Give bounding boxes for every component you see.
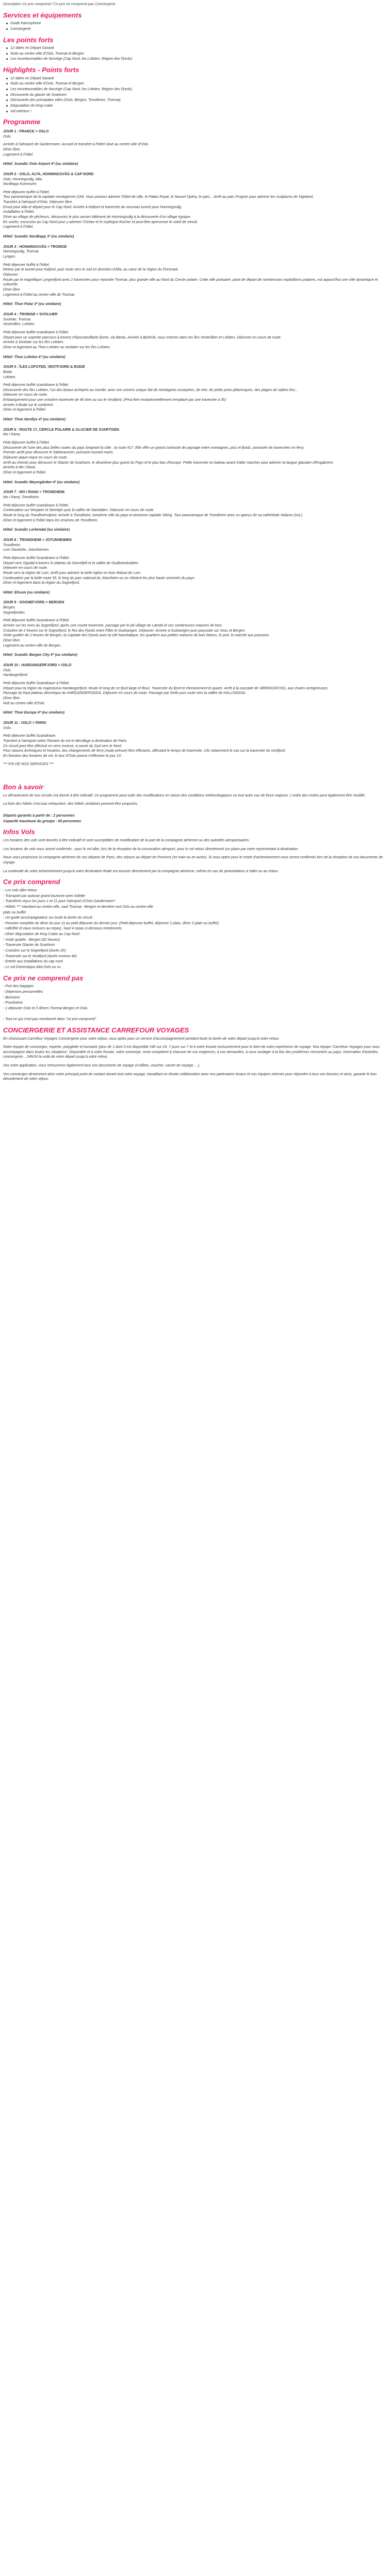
day-location: Lyngen. [3, 255, 16, 259]
day-location: Svolvær, Tromsø. [3, 317, 31, 321]
concierge-heading: CONCIERGERIE ET ASSISTANCE CARREFOUR VOYAGES [3, 1026, 189, 1034]
day-text: Dîner et logement à l'hôtel. [3, 471, 46, 474]
day-text: Logement à l'hôtel. [3, 152, 34, 157]
day-title: JOUR 5 : ÎLES LOFOTEN, VESTFJORD & BODØ [3, 365, 85, 369]
day-text: Déjeuner en cours de route. [3, 393, 48, 397]
day-location: Trondheim. [3, 543, 21, 547]
list-item: Conciergerie [10, 27, 388, 32]
spacer [3, 350, 388, 353]
block-line: - Transferts reçus les jours 1 et 11 pour l'aéroport d'Oslo Gardermoen* [3, 900, 116, 904]
day-block [3, 245, 388, 307]
day-text: Transfert à l'aéroport d'Oslo. Déjeuner libre. [3, 200, 73, 205]
capacite-max: Capacité maximum du groupe : 45 personnes [3, 819, 82, 823]
day-text: Départ pour un superbe parcours à travers d'époustouflants fjords, via Bardu, Arrivée à Bjerkvik, nous entrons dans les îles Vesterålen et Lofoten. Déjeuner en cours de route. [3, 335, 282, 340]
block-line: En choisissant Carrefour Voyages Conciergerie pour votre séjour, vous optez pour un service d'accompagnement pendant toute la durée de votre départ jusqu'à votre retour. [3, 1037, 280, 1041]
day-text: Logement au centre-ville de Bergen. [3, 643, 61, 648]
block-line: - Pourboires [3, 1001, 23, 1005]
vol-heading: Infos Vols [3, 828, 35, 836]
day-text: Petit déjeuner buffet scandinave à l'hôtel. [3, 330, 69, 334]
day-text: Déjeuner en cours de route. [3, 566, 48, 570]
day-text: Embarquement pour une croisière traversée de 4h bien au sur le Vestfjord. (Peut être exceptionnellement remplacé par une traversée à 3h) [3, 398, 226, 402]
block-line: - Traversée Glacier de Svartisen [3, 943, 55, 947]
day-text: Petit déjeuner buffet Scandinave à l'hôtel. [3, 556, 70, 560]
spacer [3, 648, 388, 651]
block-line: - Dépenses personnelles [3, 990, 43, 994]
day-location: Nordkapp Kommune. [3, 182, 38, 187]
day-location: Oslo. [3, 726, 12, 730]
forts-heading: Les points forts [3, 36, 54, 44]
list-item: Les incontournables de Norvège (Cap Nord, les Lofoten, Région des Fjords) [10, 57, 388, 62]
block-line: Les horaires de vols vous seront confirmés : pour le vol aller, lors de la réception de la convocation aéroport, pour le vol retour directement sur place par votre représentant à destination. [3, 847, 299, 851]
day-location: Oslo. [3, 134, 12, 139]
day-text: Route vers la région de Lom. Arrêt pour admirer la belle église en bois debout de Lom. [3, 571, 141, 575]
day-title: JOUR 2 : OSLO, ALTA, HONNINGSVÅG & CAP NORD [3, 172, 94, 176]
day-text: En soirée, excursion au Cap Nord pour y admirer l'Océan et le mythique Rocher et peut-être apercevoir le soleil de minuit. [3, 220, 198, 224]
block-line: - Traversée sur le Vestfjord (durée environ 4h) [3, 954, 77, 958]
day-location: Vesterålen, Lofoten. [3, 323, 36, 327]
spacer [3, 413, 388, 416]
spacer [3, 230, 388, 233]
block-line: - Port des bagages [3, 985, 34, 989]
day-block [3, 312, 388, 360]
day-title: JOUR 3 : HONNINGSVÅG > TROMSØ [3, 245, 67, 249]
day-location: Mo I Rana. [3, 433, 21, 437]
block-line: - Le vol Domestique Alta-Oslo ou vv. [3, 965, 61, 970]
list-item: Découverte du glacier de Svartisen [10, 93, 388, 98]
day-text: Passage du haut plateau désertique du HARDANGERVIDDA. Déjeuner en cours de route. Passage par Geilo puis route vers la vallée de HALLINGDAL. [3, 691, 247, 696]
day-text: Dîner et logement dans la région du Sognefjord. [3, 581, 80, 585]
day-text: Départ vers Oppdal à travers le plateau du Dovrefjell et la vallée de Gudbrandsdalen. [3, 561, 139, 565]
block-line: Vos concierges deviennent alors votre principal point de contact durant tout votre voyage, travaillant en étroite collaboration avec nos partenaires locaux et nos équipes internes pour répondre à tous vos besoins et ainsi, garantir le bon déroulement de votre séjour. [3, 1072, 377, 1081]
day-text: Envol pour Alta et départ pour le Cap Nord. Arrivée à Kafjord et traversée du nouveau tunnel pour Honningsvåg. [3, 205, 182, 209]
highlights-heading: Highlights - Points forts [3, 66, 79, 74]
day-location: Mo I Rana, Trondheim. [3, 495, 40, 499]
block-line: Les horaires des vols vont donnés à titre indicatif et sont susceptibles de modification de la part de la compagnie aérienne ou des autorités aéroportuaires. [3, 839, 250, 842]
day-location: Lom Stavkirke, Jotunheimen. [3, 548, 50, 552]
day-location: Sognefjorden. [3, 611, 26, 615]
day-text: Pour raisons techniques et horaires, des changements de ferry (route prévue) être effectués, affectant le temps de traversée, s'ils notamment le cas sur la traversée du vestfjord. [3, 749, 286, 753]
day-text: Découverte de l'une des plus belles routes du pays longeant la côte : la route #17. Elle offre un grand contraste de paysage entre montagnes, pics et fjords, ponctuée de traversées en ferry. [3, 446, 305, 450]
bon-heading: Bon à savoir [3, 783, 44, 791]
day-text: Arrivée sur les rives du Sognefjord, après une courte traversée, passage par le joli village de Lærdal et ses nombreuses maisons de bois. [3, 624, 223, 628]
prix-block [3, 888, 388, 970]
day-text: Route le long du Trondheimsfjord. Arrivée à Trondheim, troisième ville du pays et ancienne capitale Viking. Tour panoramique de Trondheim avec un aperçu de sa cathédrale Nidaros (ext.). [3, 513, 303, 517]
day-title: JOUR 8 : TRONDHEIM > JOTUNHEIMEN [3, 538, 72, 542]
block-line: - café/thé et eaux incluses au repas). Sauf 4 repas ci-dessous mentionnés [3, 927, 122, 931]
day-text: Visite guidée de 2 heures de Bergen, la Capitale des Fjords avec la cité hanséatique, les quartiers aux petites maisons de bois blancs, le port, le marché aux poissons. [3, 634, 270, 638]
block-line: - Transport par autocar grand tourisme avec toilette [3, 894, 86, 898]
spacer [3, 706, 388, 709]
day-hotel: Hôtel: Scandic Bergen City 4* (ou similaire) [3, 653, 77, 657]
day-text: Petit déjeuner buffet à l'hôtel. [3, 263, 50, 267]
spacer [3, 586, 388, 589]
day-text: *** FIN DE NOS SERVICES *** [3, 762, 54, 766]
day-hotel: Hôtel: Scandic Lerkendal (ou similaire) [3, 528, 70, 532]
day-text: Dîner au village de pêcheurs, découvrez le plus ancien bâtiment de Honningsvåg à la découverte d'un village typique. [3, 215, 191, 219]
prixnon-block [3, 984, 388, 1022]
block-line: plats ou buffet [3, 910, 26, 914]
day-title: JOUR 6 : ROUTE 17, CERCLE POLAIRE & GLACIER DE SVARTISEN [3, 428, 120, 432]
depart-garanti: Départs garantis à partir de : 2 personnes [3, 814, 75, 818]
bon-para: Le déroulement de nos circuits est donné à titre indicatif. Ce programme peut subir des modifications en raison des conditions météorologiques ou tout autre cas de force majeure. L'ordre des visites peut également être modifié. [3, 793, 366, 798]
day-text: Premier arrêt pour découvrir le Saltstraumen, puissant courant marin. [3, 451, 114, 455]
list-item: 12 dates en Départ Garanti [10, 76, 388, 81]
day-hotel: Hôtel: Elisum (ou similaire) [3, 590, 50, 595]
forts-list [3, 46, 388, 62]
day-text: Petit déjeuner buffet scandinave à l'hôtel. [3, 503, 69, 507]
day-text: Dîner libre. [3, 639, 21, 643]
day-title: JOUR 1 : FRANCE > OSLO [3, 129, 49, 133]
day-block [3, 663, 388, 716]
block-line: - Les vols aller-retour [3, 888, 37, 892]
programme [3, 129, 388, 767]
block-line: - Dîner dégustation de King Crabe au Cap Nord [3, 933, 79, 937]
day-block [3, 172, 388, 240]
concierge-block [3, 1037, 388, 1082]
list-item: 12 dates en Départ Garanti [10, 46, 388, 51]
list-item: Découverte des principales villes (Oslo, Bergen, Trondheim, Tromsø) [10, 98, 388, 103]
day-text: Dîner libre. [3, 147, 21, 151]
highlights-list [3, 76, 388, 114]
list-item: Dégustation de King crabe [10, 104, 388, 109]
day-text: Continuation sur Mosjøen et Steinkjer puis la vallée de Namdalen. Déjeuner en cours de route. [3, 509, 155, 513]
block-line: - Entrée aux installations du cap nord [3, 960, 63, 964]
block-line [3, 1012, 388, 1017]
day-location: Hardangerfjord. [3, 673, 28, 677]
spacer [3, 297, 388, 300]
day-location: Honningsvåg, Tromsø. [3, 250, 40, 254]
day-hotel: Hôtel: Scandic Oslo Airport 4* (ou similaire) [3, 162, 78, 166]
day-text: Petit déjeuner buffet Scandinave à l'hôtel. [3, 619, 70, 623]
list-item: Les incontournables de Norvège (Cap Nord, les Lofoten, Région des Fjords) [10, 87, 388, 92]
intro-text: Description Ce prix comprend / Ce prix ne comprend pas Conciergerie [3, 3, 116, 6]
block-line: Notre équipe de concierges, experte, polyglotte et humaine (plus de 1 dont 3 est disponible 24h sur 24, 7 jours sur 7 et à votre écoute exclusivement pour le bien-de votre expérience de voyage. Nos équipe 'Carrefour Voyages pour vous accompagner dans toutes les situations'. Disponible et à votre écoute, votre concierge, reste compétent à chacune de vos exigences, à vos demandes, à vous soulager à la fois des problèmes rencontrés au pays, réservation d'activités, conciergerie... 24h/24 la voilà de votre départ jusqu'à votre retour. [3, 1045, 380, 1059]
day-title: JOUR 9 : SOGNEFJORD > BERGEN [3, 601, 64, 605]
day-text: Nuit au centre-ville d'Oslo. [3, 701, 45, 705]
day-text: Arrêt au chemin pour découvrir le Glacier de Svartisen, le deuxième plus grand du Pays et le plus bas d'Europe. Petite traversée en bateau avant d'aller marcher pour admirer la langue glaciaire d'Engabreen. [3, 461, 334, 465]
day-text: Déjeuner. [3, 273, 19, 277]
day-text: Départ pour la région du majestueux Hardangerfjord. Route le long de ce fjord large et fleuri. Traversée du fjord et cheminement le quartz. Arrêt à la cascade de VØRINGSFOSS, aux chutes vertigineuses. [3, 686, 329, 690]
day-text: Retour par le tunnel pour Kafjord, puis route vers le sud en direction d'Alta, au cœur de la région du Finnmark. [3, 268, 179, 272]
day-text: Route par le magnifique Lyngenfjord avec 2 traversées pour rejoindre Tromsø, plus grande ville au Nord du Cercle polaire. Cette ville portuaire, point de départ de nombreuses expéditions polaires, est aujourd'hui une ville dynamique et culturelle. [3, 278, 378, 287]
day-text: Tour panoramique de la capitale norvégienne (1h9. Vous pourrez admirer l'hôtel de ville, le Palais Royal, le Nouvel Opéra, le parc... Arrêt au parc Frogner pour admirer les sculptures de Vigeland. [3, 195, 314, 199]
services-list [3, 21, 388, 31]
block-line: Vos votre application, vous retrouverez également tous vos documents de voyage (e-billets, voucher, carnet de voyage, ...). [3, 1064, 201, 1068]
block-line: - Boissons [3, 995, 20, 999]
day-text: Arrivée à Mo i Rana. [3, 466, 36, 470]
day-text: Petit déjeuner buffet à l'hôtel. [3, 190, 50, 194]
day-text: Logement à l'hôtel. [3, 225, 34, 229]
bon-para: La liste des hôtels n'est pas exhaustive, des hôtels similaires peuvent être proposés. [3, 802, 138, 806]
block-line: - 1 déjeuner Oslo et 3 dîners Tromsø Bergen et Oslo. [3, 1006, 88, 1010]
spacer [3, 523, 388, 526]
day-block [3, 365, 388, 422]
day-title: JOUR 10 : HARDANGERFJORD > OSLO [3, 664, 72, 668]
day-text: Découverte des îles Lofoten, l'un des beaux archipels au monde, avec son univers unique fait de montagnes escarpées, de mer, de petits ports pittoresques, des plages de sables fins... [3, 388, 298, 392]
day-block [3, 490, 388, 533]
day-block [3, 428, 388, 485]
day-hotel: Hôtel: Thon Lofoten 4* (ou similaire) [3, 355, 66, 359]
day-location: Oslo, Honningsvåg, Alta. [3, 177, 43, 181]
vol-block [3, 838, 388, 874]
day-title: JOUR 11 : OSLO > PARIS [3, 721, 46, 725]
day-location: Oslo. [3, 668, 12, 672]
list-item: Nuits au centre-ville d'Oslo, Tromsø et Bergen [10, 81, 388, 87]
spacer [3, 157, 388, 160]
day-block [3, 721, 388, 767]
block-line: La continuité de votre acheminement jusqu'à votre destination finale est assurer directement par la compagnie aérienne, même en cas de perturbations à l'aller ou au retour. [3, 869, 279, 873]
day-hotel: Hôtel: Thon Nordlys 4* (ou similaire) [3, 418, 66, 422]
day-location: Bodø. [3, 370, 13, 374]
prix-heading: Ce prix comprend [3, 878, 60, 886]
block-line: - Croisière sur le Sognefjord (durée 2h) [3, 949, 66, 953]
day-text: Arrivée à l'aéroport de Gardermoen. Accueil et transfert à l'hôtel situé au centre-ville d'Oslo. [3, 143, 150, 147]
day-text: Dîner et logement à l'hôtel. [3, 408, 46, 412]
day-text: Dîner et logement au Thon Lofoten ou similaire sur les îles Lofoten. [3, 345, 111, 349]
day-text: Dîner et logement à l'hôtel dans les environs de Trondheim. [3, 518, 99, 522]
block-line: - Pension complète du dîner du jour 11 au petit déjeuner du dernier jour. (Petit-déjeuner buffet, déjeuner 2 plats, dîner 3 plats ou buffet) [3, 921, 219, 925]
day-hotel: Hôtel: Scandic Nordkapp 3* (ou similaire) [3, 235, 74, 239]
day-location: Lofoten. [3, 375, 17, 379]
list-item: Vol intérieur ! [10, 109, 388, 114]
block-line: - Tout ce qui n'est pas mentionné dans "ce prix comprend" [3, 1018, 96, 1022]
day-text: Logement à l'hôtel au centre-ville de Tromsø. [3, 293, 75, 297]
day-text: Petit déjeuner buffet Scandinave à l'hôtel. [3, 682, 70, 685]
day-text: Arrivée à Svolvær sur les îles Lofoten. [3, 341, 64, 345]
day-text: Ce circuit peut être effectué en sens inverse, à savoir du Sud vers le Nord. [3, 744, 122, 748]
day-text: Transfert à l'aéroport selon l'horaire du vol et décollage à destination de Paris. [3, 739, 128, 743]
day-text: En fonction des horaires de vol, le tour d'Oslo pourra s'effectuer le jour 10 : [3, 754, 123, 758]
day-text: Dîner libre. [3, 696, 21, 700]
day-text: Croisière de 2 heures sur le Sognefjord, le Roi des Fjords entre Flåm et Gudvangen. Déjeuner. Arrivée à Gudvangen puis poursuite sur Voss et Bergen. [3, 629, 246, 633]
day-title: JOUR 7 : MO I RANA > TRONDHEIM [3, 490, 64, 495]
list-item: Guide francophone [10, 21, 388, 26]
day-block [3, 129, 388, 167]
day-hotel: Hôtel: Scandic Meyergården 4* (ou similaire) [3, 480, 80, 484]
day-text: Petit déjeuner buffet scandinave à l'hôtel. [3, 383, 69, 387]
day-text: Installation à l'hôtel. [3, 210, 35, 214]
list-item: Nuits au centre-ville d'Oslo, Tromsø et Bergen [10, 52, 388, 57]
day-text: Dîner libre. [3, 287, 21, 292]
day-text: Déjeuner pique-nique en cours de route. [3, 456, 68, 460]
spacer [3, 476, 388, 479]
day-location: Bergen. [3, 606, 16, 610]
services-heading: Services et équipements [3, 11, 82, 19]
day-text: Continuation par la belle route 55, le long du parc national du Jotunheim ou se côtoient les plus hauts sommets du pays. [3, 576, 196, 580]
prixnon-heading: Ce prix ne comprend pas [3, 974, 84, 982]
day-hotel: Hôtel: Thon Polar 3* (ou similaire) [3, 302, 61, 307]
day-text: Petit déjeuner buffet à l'hôtel. [3, 441, 50, 445]
day-block [3, 538, 388, 596]
block-line: - Un guide accompagnateur sur toute la durée du circuit [3, 916, 92, 920]
day-title: JOUR 4 : TROMSØ > SVOLVÆR [3, 312, 58, 316]
day-text: Arrivée à Bodø sur le continent. [3, 403, 54, 407]
block-line: Nous vous proposons la compagnie aérienne de vos départs de Paris, des séjours au départ de Province (en train ou en avion). Si vous optez pour le mode d'acheminement vous seront confirmés lors de la réception de vos documents de voyage. [3, 856, 383, 865]
day-hotel: Hôtel: Thon Europa 4* (ou similaire) [3, 711, 65, 715]
programme-heading: Programme [3, 118, 41, 126]
bon-block [3, 793, 388, 824]
day-block [3, 600, 388, 658]
block-line: - Hôtels *** standard au centre-ville, sauf Tromsø - Bergen et dernière nuit Oslo au centre-ville [3, 905, 153, 909]
block-line: - Visite guidée : Bergen (02 heures) [3, 938, 60, 942]
day-text: Petit déjeuner buffet Scandinave. [3, 734, 57, 738]
